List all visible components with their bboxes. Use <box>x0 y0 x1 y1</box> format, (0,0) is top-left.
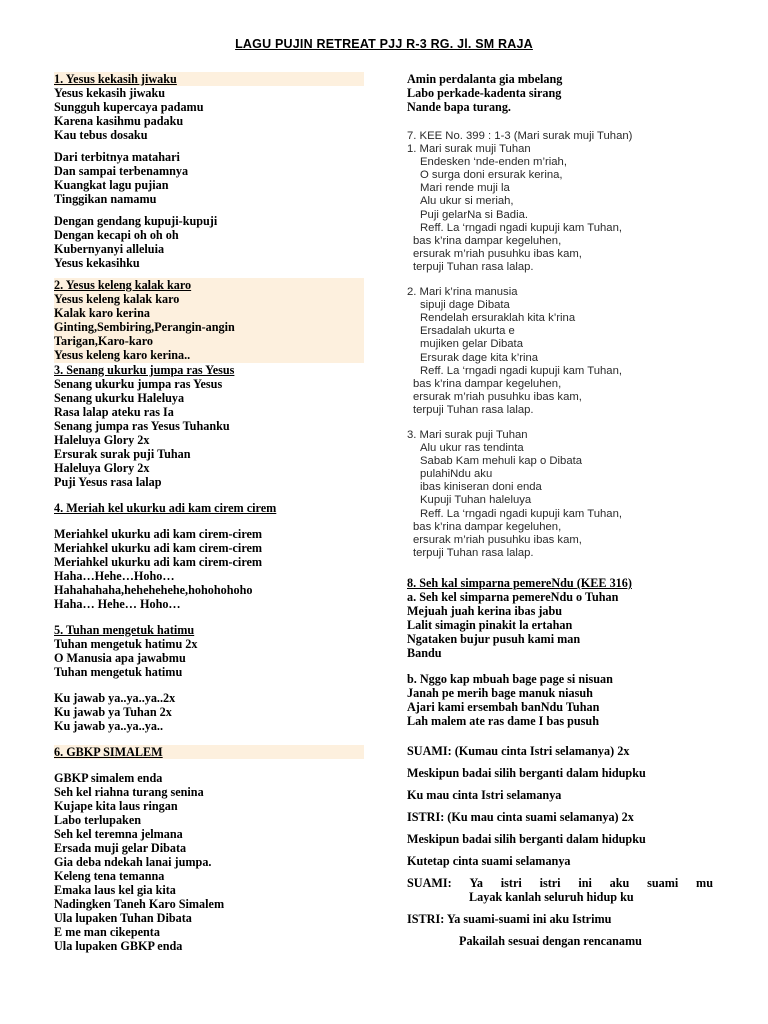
right-column <box>407 72 717 948</box>
song-6 <box>54 745 364 759</box>
verse-3 <box>407 429 717 560</box>
lyric-line: Seh kel riahna turang senina <box>54 785 204 799</box>
song-8 <box>407 576 717 728</box>
word: SUAMI: <box>407 875 452 890</box>
lyric-line: Nande bapa turang. <box>407 100 511 114</box>
left-column <box>54 72 364 953</box>
lyric-line: a. Seh kel simparna pemereNdu o Tuhan <box>407 589 619 604</box>
lyric-line: Lalit simagin pinakit la ertahan <box>407 617 573 632</box>
lyric-line: ISTRI: (Ku mau cinta suami selamanya) 2x <box>407 809 634 824</box>
lyric-line: Yesus kekasih jiwaku <box>54 86 166 100</box>
song-1-stanza-2 <box>54 150 364 206</box>
reff-line: bas k’rina dampar kegeluhen, <box>413 377 562 390</box>
lyric-line: Ku jawab ya..ya..ya..2x <box>54 691 176 705</box>
lyric-line: O Manusia apa jawabmu <box>54 651 186 665</box>
lyric-line: Haleluya Glory 2x <box>54 433 150 447</box>
word: istri <box>539 875 561 890</box>
reff-line: bas k’rina dampar kegeluhen, <box>413 234 562 247</box>
lyric-line: Ersadalah ukurta e <box>420 325 515 338</box>
lyric-line: Ersurak surak puji Tuhan <box>54 447 191 461</box>
lyric-line: Kutetap cinta suami selamanya <box>407 853 571 868</box>
song-7 <box>407 130 717 560</box>
verse-1 <box>407 143 717 274</box>
lyric-line: Senang jumpa ras Yesus Tuhanku <box>54 419 230 433</box>
lyric-line: Yesus keleng karo kerina.. <box>54 348 191 362</box>
lyric-line: Keleng tena temanna <box>54 869 165 883</box>
lyric-line: b. Nggo kap mbuah bage page si nisuan <box>407 671 613 686</box>
lyric-line: Tuhan mengetuk hatimu 2x <box>54 637 198 651</box>
reff-line: ersurak m’riah pusuhku ibas kam, <box>413 390 582 403</box>
lyric-line: SUAMI: (Kumau cinta Istri selamanya) 2x <box>407 743 630 758</box>
lyric-line: Bandu <box>407 645 442 660</box>
lyric-line: E me man cikepenta <box>54 925 160 939</box>
song-4 <box>54 501 364 611</box>
lyric-line: Yesus kekasihku <box>54 256 140 270</box>
lyric-line: Haha…Hehe…Hoho… <box>54 569 175 583</box>
song-heading: 2. Yesus keleng kalak karo <box>54 278 192 292</box>
lyric-line: Kubernyanyi alleluia <box>54 242 165 256</box>
lyric-line: Yesus keleng kalak karo <box>54 292 180 306</box>
lyric-line: Alu ukur ras tendinta <box>420 442 524 455</box>
lyric-line: Dan sampai terbenamnya <box>54 164 189 178</box>
lyric-line: pulahiNdu aku <box>420 468 493 481</box>
lyric-line: Dari terbitnya matahari <box>54 150 180 164</box>
lyric-line: Ajari kami ersembah banNdu Tuhan <box>407 699 600 714</box>
lyric-line: Haha… Hehe… Hoho… <box>54 597 181 611</box>
lyric-line: mujiken gelar Dibata <box>420 338 523 351</box>
lyric-line: Ku jawab ya Tuhan 2x <box>54 705 172 719</box>
lyric-line: Meskipun badai silih berganti dalam hidupku <box>407 765 646 780</box>
lyric-line: Ula lupaken Tuhan Dibata <box>54 911 192 925</box>
lyric-line-justified <box>407 876 713 890</box>
lyric-line: 3. Mari surak puji Tuhan <box>407 428 528 441</box>
lyric-line: Alu ukur si meriah, <box>420 195 514 208</box>
word: istri <box>500 875 522 890</box>
lyric-line: Meriahkel ukurku adi kam cirem-cirem <box>54 555 263 569</box>
lyric-line: Haleluya Glory 2x <box>54 461 150 475</box>
page-title: LAGU PUJIN RETREAT PJJ R-3 RG. Jl. SM RAJA <box>235 37 533 51</box>
lyric-line: Karena kasihmu padaku <box>54 114 184 128</box>
lyric-line: Emaka laus kel gia kita <box>54 883 176 897</box>
verse-2 <box>407 286 717 417</box>
reff-line: bas k’rina dampar kegeluhen, <box>413 520 562 533</box>
lyric-line: Tarigan,Karo-karo <box>54 334 153 348</box>
song-1-stanza-3 <box>54 214 364 270</box>
lyric-line: Meriahkel ukurku adi kam cirem-cirem <box>54 527 263 541</box>
duet-song <box>407 744 717 948</box>
reff-line: Reff. La ‘rngadi ngadi kupuji kam Tuhan, <box>420 507 623 520</box>
song-heading: 4. Meriah kel ukurku adi kam cirem cirem <box>54 501 277 515</box>
lyric-line: Ersada muji gelar Dibata <box>54 841 187 855</box>
lyric-line: ISTRI: Ya suami-suami ini aku Istrimu <box>407 911 612 926</box>
song-1 <box>54 72 364 86</box>
reff-line: terpuji Tuhan rasa lalap. <box>413 260 534 273</box>
lyric-line: Dengan gendang kupuji-kupuji <box>54 214 218 228</box>
song-6-ending <box>407 72 717 114</box>
lyric-line: 1. Mari surak muji Tuhan <box>407 143 531 156</box>
lyric-line: sipuji dage Dibata <box>420 299 510 312</box>
song-6-lyrics <box>54 771 364 953</box>
reff-line: terpuji Tuhan rasa lalap. <box>413 403 534 416</box>
lyric-line: Kujape kita laus ringan <box>54 799 178 813</box>
song-heading: 5. Tuhan mengetuk hatimu <box>54 623 195 637</box>
word: aku <box>609 875 630 890</box>
lyric-line: Puji Yesus rasa lalap <box>54 475 162 489</box>
lyric-line: Lah malem ate ras dame I bas pusuh <box>407 713 599 728</box>
song-heading: 7. KEE No. 399 : 1-3 (Mari surak muji Tuhan) <box>407 130 633 142</box>
lyric-line: Pakailah sesuai dengan rencanamu <box>459 933 642 948</box>
song-3 <box>54 363 364 489</box>
lyric-line: Kau tebus dosaku <box>54 128 148 142</box>
word: ini <box>578 875 592 890</box>
song-heading: 6. GBKP SIMALEM <box>54 745 163 759</box>
lyric-line: Rasa lalap ateku ras Ia <box>54 405 174 419</box>
lyric-line: Sungguh kupercaya padamu <box>54 100 204 114</box>
reff-line: Reff. La ‘rngadi ngadi kupuji kam Tuhan, <box>420 221 623 234</box>
lyric-line: Seh kel teremna jelmana <box>54 827 183 841</box>
lyric-line: Kuangkat lagu pujian <box>54 178 169 192</box>
song-5 <box>54 623 364 733</box>
lyric-line: Tinggikan namamu <box>54 192 157 206</box>
lyric-line: Ginting,Sembiring,Perangin-angin <box>54 320 235 334</box>
reff-line: Reff. La ‘rngadi ngadi kupuji kam Tuhan, <box>420 364 623 377</box>
reff-line: ersurak m’riah pusuhku ibas kam, <box>413 247 582 260</box>
song-heading: 1. Yesus kekasih jiwaku <box>54 72 177 86</box>
reff-line: terpuji Tuhan rasa lalap. <box>413 546 534 559</box>
lyric-line: Mari rende muji la <box>420 182 510 195</box>
lyric-line: Janah pe merih bage manuk niasuh <box>407 685 593 700</box>
lyric-line: Nadingken Taneh Karo Simalem <box>54 897 225 911</box>
lyric-line: Tuhan mengetuk hatimu <box>54 665 183 679</box>
lyric-line: Layak kanlah seluruh hidup ku <box>469 889 634 904</box>
lyric-line: 2. Mari k’rina manusia <box>407 286 518 299</box>
lyric-line: O surga doni ersurak kerina, <box>420 169 563 182</box>
lyric-line: Sabab Kam mehuli kap o Dibata <box>420 455 583 468</box>
song-heading: 8. Seh kal simparna pemereNdu (KEE 316) <box>407 575 632 590</box>
lyric-line: Kalak karo kerina <box>54 306 150 320</box>
song-1-stanza-1 <box>54 86 364 142</box>
lyric-line: Labo terlupaken <box>54 813 142 827</box>
lyric-line: Ku mau cinta Istri selamanya <box>407 787 562 802</box>
lyric-line: Kupuji Tuhan haleluya <box>420 494 532 507</box>
lyric-line: Ku jawab ya..ya..ya.. <box>54 719 164 733</box>
lyric-line: Rendelah ersuraklah kita k’rina <box>420 312 576 325</box>
lyric-line: Mejuah juah kerina ibas jabu <box>407 603 563 618</box>
lyric-line: Ngataken bujur pusuh kami man <box>407 631 581 646</box>
lyric-line: Senang ukurku Haleluya <box>54 391 185 405</box>
song-heading: 3. Senang ukurku jumpa ras Yesus <box>54 363 235 377</box>
song-2 <box>54 278 364 363</box>
word: mu <box>696 875 713 890</box>
lyric-line: Dengan kecapi oh oh oh <box>54 228 179 242</box>
lyric-line: Hahahahaha,hehehehehe,hohohohoho <box>54 583 253 597</box>
lyric-line: Puji gelarNa si Badia. <box>420 208 529 221</box>
lyric-line: Ersurak dage kita k’rina <box>420 351 539 364</box>
lyric-line: Meskipun badai silih berganti dalam hidupku <box>407 831 646 846</box>
lyric-line: Labo perkade-kadenta sirang <box>407 86 562 100</box>
lyric-line: Ula lupaken GBKP enda <box>54 939 183 953</box>
lyric-line: GBKP simalem enda <box>54 771 163 785</box>
word: Ya <box>469 875 484 890</box>
lyric-line: ibas kiniseran doni enda <box>420 481 542 494</box>
lyric-line: Gia deba ndekah lanai jumpa. <box>54 855 212 869</box>
reff-line: ersurak m’riah pusuhku ibas kam, <box>413 533 582 546</box>
lyric-line: Meriahkel ukurku adi kam cirem-cirem <box>54 541 263 555</box>
word: suami <box>647 875 679 890</box>
lyric-line: Amin perdalanta gia mbelang <box>407 72 563 86</box>
lyric-line: Senang ukurku jumpa ras Yesus <box>54 377 223 391</box>
lyric-line: Endesken ‘nde-enden m’riah, <box>420 156 567 169</box>
